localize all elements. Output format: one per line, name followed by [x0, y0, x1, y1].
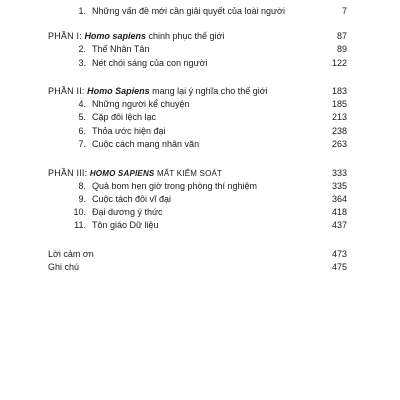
toc-part-3[interactable] — [0, 167, 400, 179]
chapter-title: Quả bom hẹn giờ trong phòng thí nghiệm — [92, 181, 258, 191]
part-title: mang lại ý nghĩa cho thế giới — [152, 86, 268, 96]
toc-chapter-1[interactable] — [0, 5, 400, 17]
part-title: MẤT KIỂM SOÁT — [156, 169, 223, 178]
part-heading — [48, 85, 268, 97]
page-number: 89 — [336, 44, 347, 54]
part-title-emphasis: HOMO SAPIENS — [89, 169, 155, 178]
page-number: 418 — [331, 207, 347, 217]
chapter-number: 2. — [78, 44, 86, 54]
toc-notes[interactable] — [0, 261, 400, 273]
toc-acknowledgements[interactable] — [0, 248, 400, 260]
part-title-emphasis: Homo sapiens — [84, 31, 146, 41]
part-heading — [48, 30, 224, 42]
toc-chapter-9[interactable] — [0, 193, 400, 205]
chapter-title: Thỏa ước hiện đại — [92, 126, 166, 136]
toc-chapter-8[interactable] — [0, 180, 400, 192]
chapter-title: Nét chói sáng của con người — [92, 58, 208, 68]
chapter-title: Thế Nhân Tân — [92, 44, 150, 54]
page-number: 364 — [331, 194, 347, 204]
part-title: chinh phục thế giới — [148, 31, 225, 41]
back-matter-title: Lời cảm ơn — [48, 249, 94, 259]
part-label: PHẦN I: — [48, 31, 82, 41]
part-title-emphasis: Homo Sapiens — [87, 86, 150, 96]
chapter-number: 10. — [73, 207, 86, 217]
page-number: 185 — [331, 99, 347, 109]
page-number: 263 — [331, 139, 347, 149]
page-number: 183 — [331, 86, 347, 96]
chapter-title: Cặp đôi lệch lạc — [92, 112, 157, 122]
chapter-number: 1. — [78, 6, 86, 16]
part-label: PHẦN III: — [48, 168, 88, 178]
page-number: 213 — [331, 112, 347, 122]
page-number: 437 — [331, 220, 347, 230]
toc-part-2[interactable] — [0, 85, 400, 97]
chapter-title: Cuộc tách đôi vĩ đại — [92, 194, 172, 204]
page-number: 333 — [331, 168, 347, 178]
chapter-number: 4. — [78, 99, 86, 109]
part-label: PHẦN II: — [48, 86, 85, 96]
toc-chapter-5[interactable] — [0, 111, 400, 123]
toc-chapter-11[interactable] — [0, 219, 400, 231]
chapter-number: 9. — [78, 194, 86, 204]
part-heading — [48, 167, 222, 180]
page-number: 87 — [336, 31, 347, 41]
toc-chapter-3[interactable] — [0, 57, 400, 69]
chapter-title: Cuộc cách mạng nhân văn — [92, 139, 200, 149]
page-number: 473 — [331, 249, 347, 259]
toc-part-1[interactable] — [0, 30, 400, 42]
toc-chapter-2[interactable] — [0, 43, 400, 55]
chapter-title: Những vấn đề mới cần giải quyết của loài người — [92, 6, 285, 16]
chapter-title: Đại dương ý thức — [92, 207, 163, 217]
chapter-number: 6. — [78, 126, 86, 136]
toc-chapter-10[interactable] — [0, 206, 400, 218]
page-number: 335 — [331, 181, 347, 191]
page-number: 122 — [331, 58, 347, 68]
chapter-number: 3. — [78, 58, 86, 68]
page-number: 238 — [331, 126, 347, 136]
chapter-number: 5. — [78, 112, 86, 122]
chapter-number: 8. — [78, 181, 86, 191]
chapter-title: Tôn giáo Dữ liệu — [92, 220, 159, 230]
chapter-number: 11. — [74, 220, 86, 230]
toc-chapter-4[interactable] — [0, 98, 400, 110]
back-matter-title: Ghi chú — [48, 262, 80, 272]
toc-chapter-6[interactable] — [0, 125, 400, 137]
page-number: 475 — [331, 262, 347, 272]
page-number: 7 — [341, 6, 347, 16]
chapter-number: 7. — [78, 139, 86, 149]
toc-chapter-7[interactable] — [0, 138, 400, 150]
chapter-title: Những người kể chuyện — [92, 99, 190, 109]
